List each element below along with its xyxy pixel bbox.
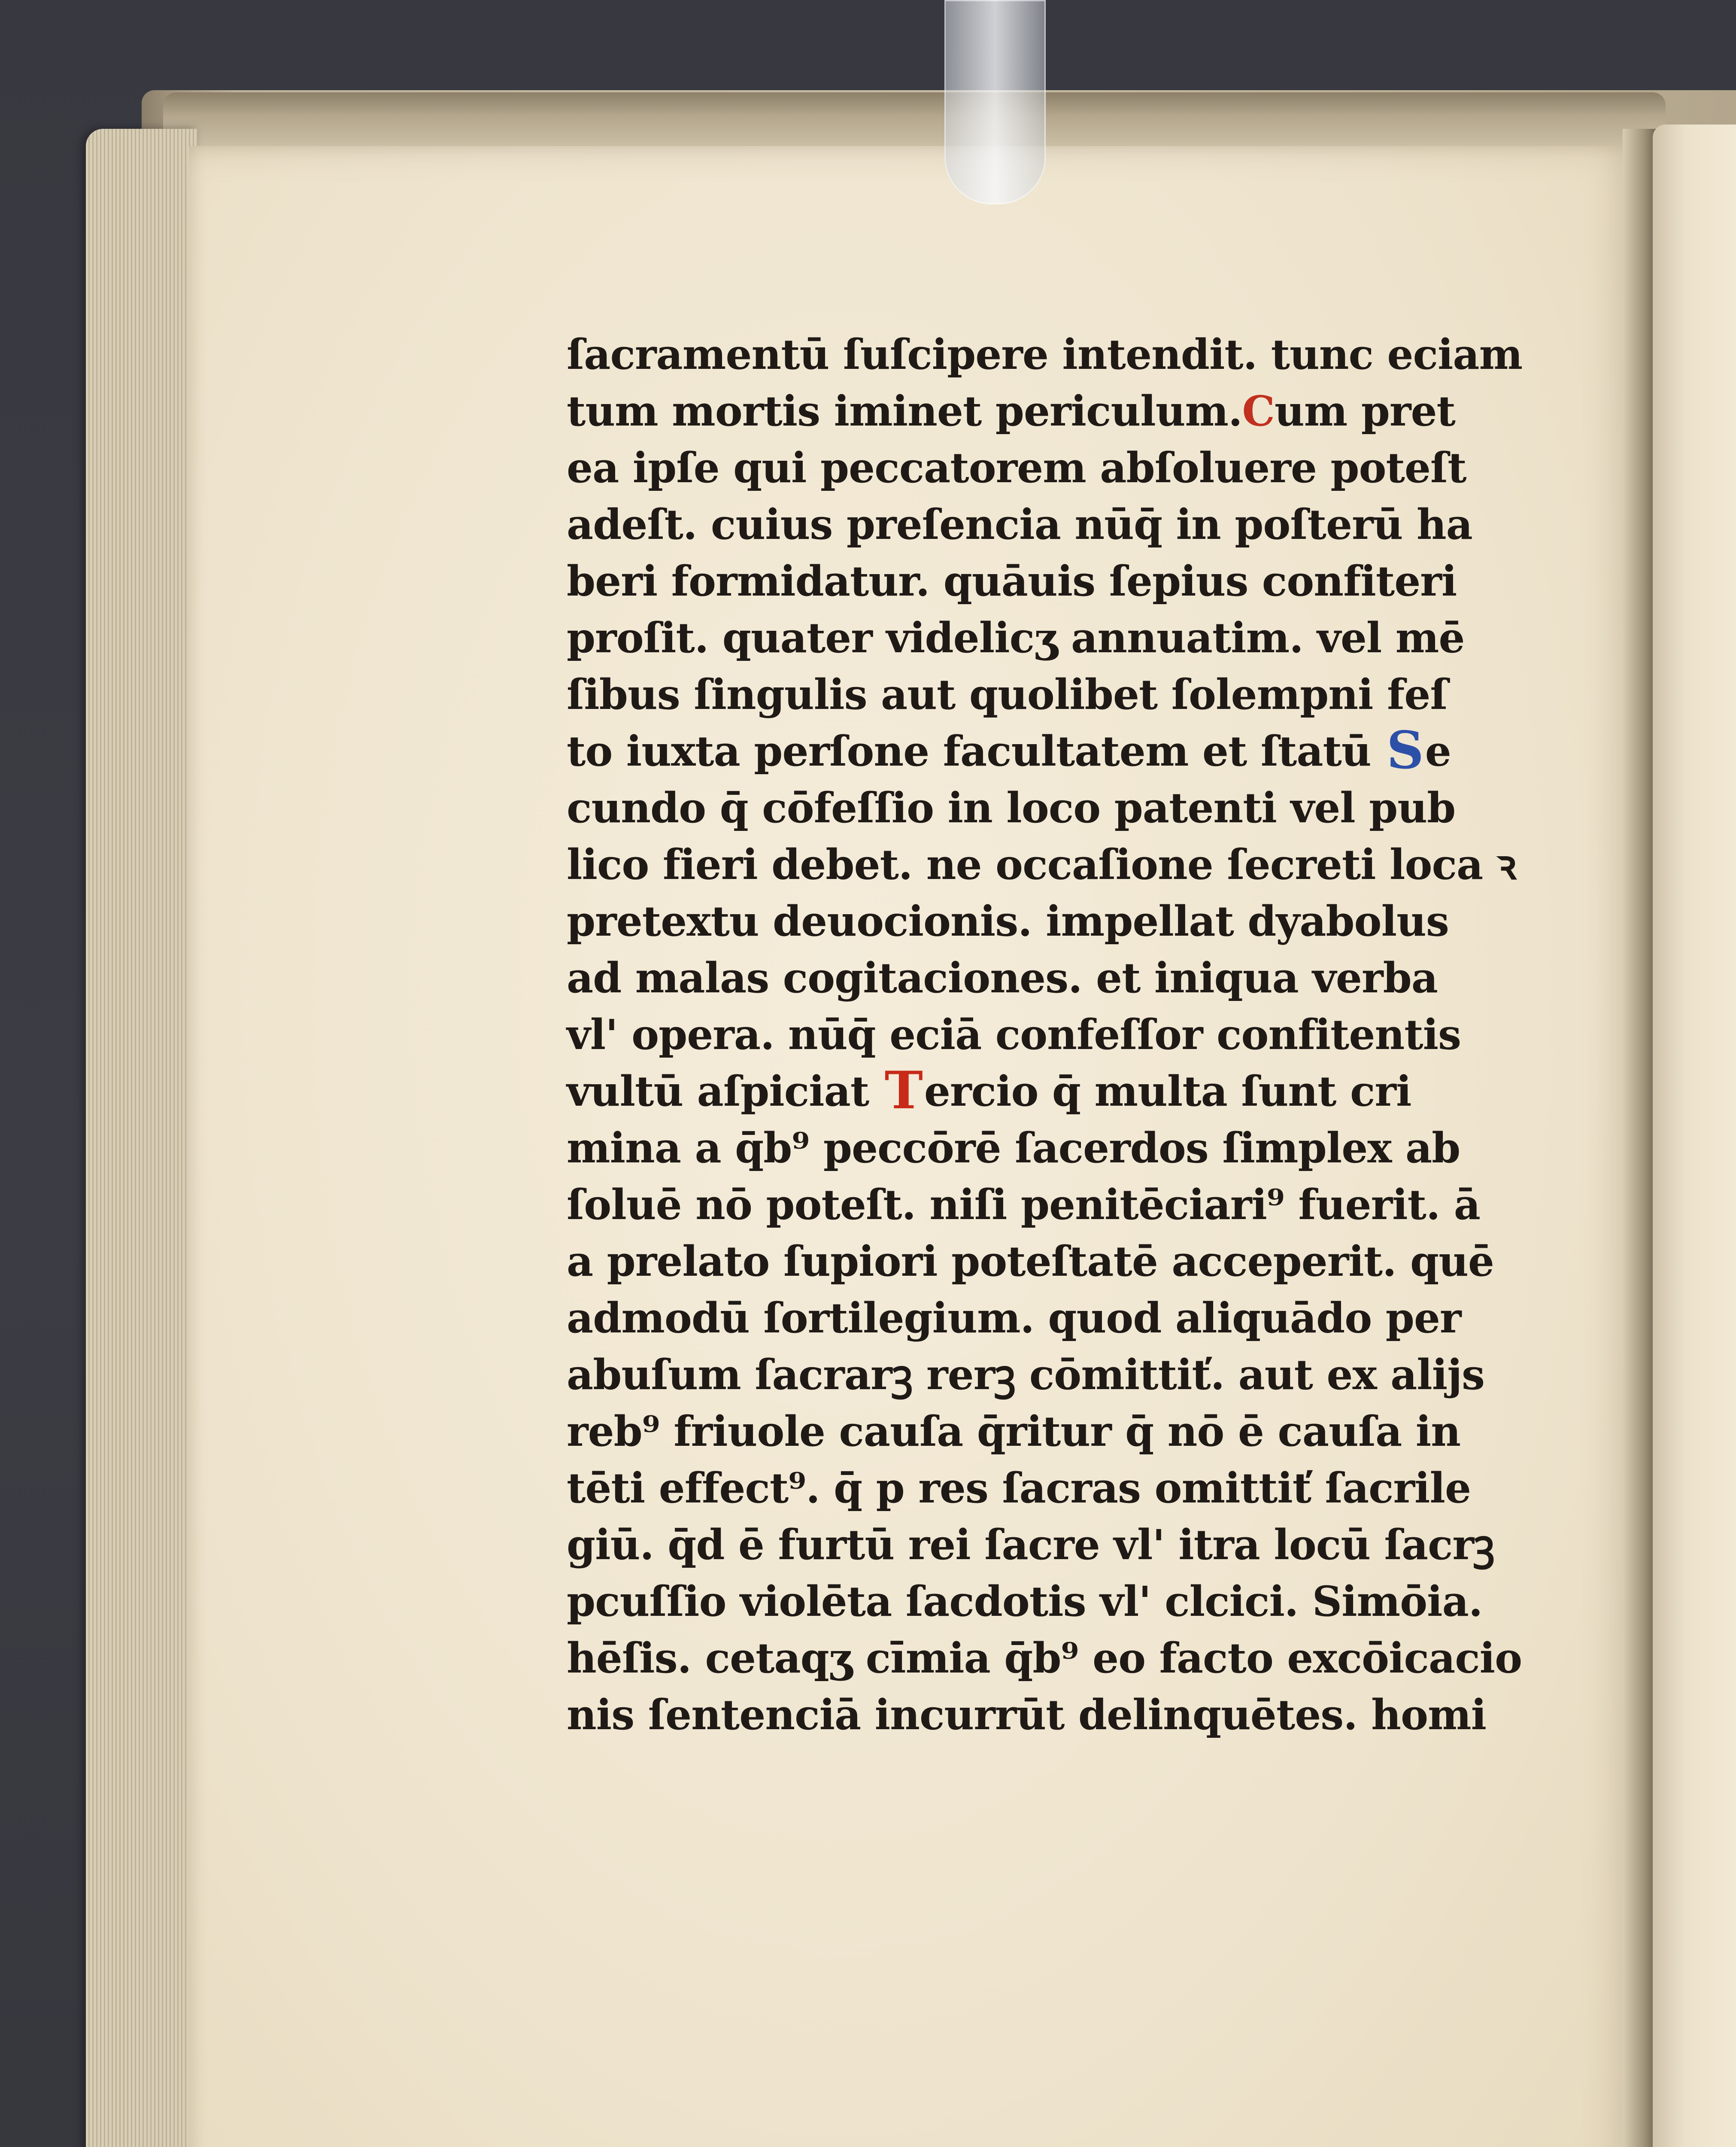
- text-line: reb⁹ friuole cauſa q̄ritur q̄ nō ē cauſa in: [567, 1407, 1461, 1456]
- text-line: abuſum ſacrarꝫ rerꝫ cōmittiť. aut ex alijs: [567, 1350, 1485, 1399]
- text-line: proſit. quater videlicʒ annuatim. vel mē: [567, 614, 1465, 662]
- text-line: tum mortis iminet periculum.Cum pret: [567, 387, 1455, 435]
- text-line: hēſis. cetaqʒ cīmia q̄b⁹ eo facto excōicacio: [567, 1634, 1522, 1682]
- recto-page-edge: [1653, 125, 1736, 2147]
- text-line: vultū aſpiciat Tercio q̄ multa ſunt cri: [567, 1060, 1411, 1121]
- incunable-text-block: [567, 326, 1523, 1743]
- red-initial: T: [884, 1060, 923, 1121]
- text-line: tēti effect⁹. q̄ p res ſacras omittiť ſacrile: [567, 1464, 1471, 1512]
- page-clip-top: [944, 0, 1046, 204]
- text-line: pretextu deuocionis. impellat dyabolus: [567, 897, 1449, 946]
- book-top-edge: [163, 92, 1666, 152]
- text-line: ſacramentū ſuſcipere intendit. tunc eciam: [567, 330, 1523, 379]
- text-line: ſoluē nō poteſt. niſi penitēciari⁹ fuerit. ā: [567, 1180, 1480, 1229]
- page-fore-edges: [86, 129, 197, 2147]
- text-line: giū. q̄d ē furtū rei ſacre vl' itra locū ſacrꝫ: [567, 1521, 1495, 1569]
- text-line: a prelato ſupiori poteſtatē acceperit. quē: [567, 1237, 1494, 1286]
- text-line: nis ſentenciā incurrūt delinquētes. homi: [567, 1691, 1487, 1739]
- text-line: ad malas cogitaciones. et iniqua verba: [567, 954, 1438, 1002]
- text-line: mina a q̄b⁹ peccōrē ſacerdos ſimplex ab: [567, 1124, 1460, 1172]
- text-line: vl' opera. nūq̄ eciā confeſſor confitentis: [567, 1010, 1461, 1059]
- text-line: pcuſſio violēta ſacdotis vl' clcici. Simōia.: [567, 1577, 1483, 1626]
- text-line: beri formidatur. quāuis ſepius confiteri: [567, 557, 1457, 605]
- text-line: to iuxta perſone facultatem et ſtatū Se: [567, 720, 1451, 781]
- text-line: admodū ſortilegium. quod aliquādo per: [567, 1294, 1461, 1342]
- blue-initial: S: [1387, 720, 1423, 781]
- text-line: ea ipſe qui peccatorem abſoluere poteſt: [567, 444, 1466, 492]
- rubricated-capital: C: [1242, 387, 1275, 435]
- book-gutter: [1623, 129, 1657, 2147]
- text-line: lico fieri debet. ne occaſione ſecreti loca ꝛ: [567, 840, 1516, 889]
- text-line: adeſt. cuius preſencia nūq̄ in poſterū ha: [567, 500, 1472, 549]
- text-line: cundo q̄ cōfeſſio in loco patenti vel pub: [567, 784, 1456, 832]
- text-line: ſibus ſingulis aut quolibet ſolempni feſ: [567, 670, 1448, 719]
